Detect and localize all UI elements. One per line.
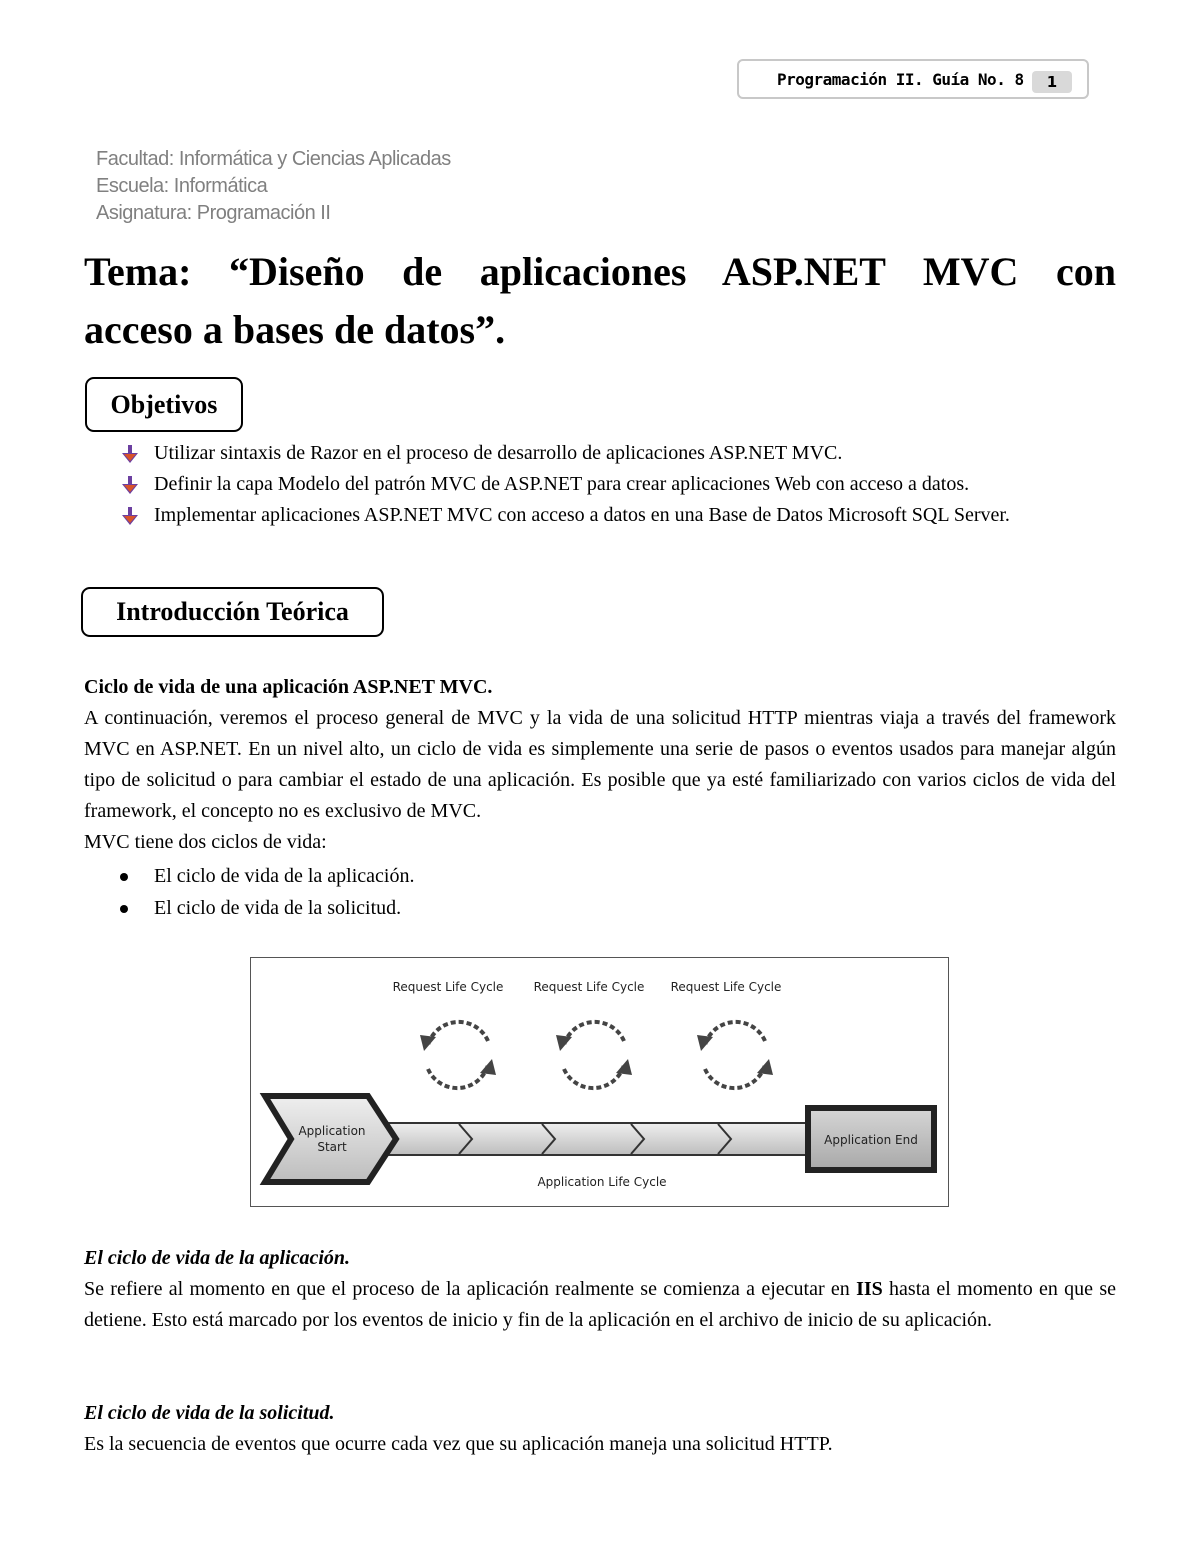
app-cycle-paragraph	[84, 1274, 1116, 1336]
application-lifecycle-label: Application Life Cycle	[537, 1175, 667, 1189]
title-line-1: Tema: “Diseño de aplicaciones ASP.NET MVC con	[84, 249, 1116, 294]
document-meta	[96, 146, 451, 227]
request-label: Request Life Cycle	[670, 980, 782, 994]
app-cycle-text-before: Se refiere al momento en que el proceso de la aplicación realmente se comienza a ejecutar en	[84, 1278, 857, 1300]
application-start-chevron	[265, 1096, 396, 1182]
app-cycle-section	[84, 1243, 1116, 1336]
bullet-dot	[120, 905, 128, 913]
application-start-line1: Application	[298, 1124, 366, 1138]
application-end-label: Application End	[824, 1133, 918, 1147]
objetivo-text: Implementar aplicaciones ASP.NET MVC con acceso a datos en una Base de Datos Microsoft SQL Server.	[154, 504, 1010, 526]
bullet-item	[84, 892, 1116, 924]
faculty-line: Facultad: Informática y Ciencias Aplicadas	[96, 148, 451, 170]
intro-lead: MVC tiene dos ciclos de vida:	[84, 831, 327, 853]
intro-heading: Introducción Teórica	[81, 587, 384, 637]
intro-section	[84, 672, 1116, 924]
request-label: Request Life Cycle	[392, 980, 504, 994]
arrow-down-icon	[120, 475, 140, 495]
objetivos-heading: Objetivos	[85, 377, 243, 432]
app-cycle-text-after: hasta el momento en que se detiene. Esto está marcado por los eventos de inicio y fin de la aplicación en el archivo de inicio de su aplicación.	[84, 1278, 1116, 1331]
lifecycle-bullets	[84, 860, 1116, 924]
page-header	[737, 59, 1089, 99]
bullet-dot	[120, 873, 128, 881]
bullet-item	[84, 860, 1116, 892]
application-start-line2: Start	[317, 1140, 347, 1154]
bullet-text: El ciclo de vida de la solicitud.	[154, 897, 402, 919]
refresh-cycle-icon	[697, 1022, 773, 1088]
school-line: Escuela: Informática	[96, 175, 268, 197]
objetivo-item	[118, 469, 1116, 500]
arrow-down-icon	[120, 444, 140, 464]
page-number: 1	[1032, 71, 1072, 93]
req-cycle-section	[84, 1398, 1116, 1460]
refresh-cycle-icon	[556, 1022, 632, 1088]
objetivo-item	[118, 438, 1116, 469]
app-cycle-heading: El ciclo de vida de la aplicación.	[84, 1247, 351, 1269]
title-line-2: acceso a bases de datos”.	[84, 307, 506, 352]
iis-term: IIS	[856, 1278, 883, 1300]
lifecycle-diagram	[250, 957, 949, 1207]
req-cycle-heading: El ciclo de vida de la solicitud.	[84, 1402, 335, 1424]
arrow-down-icon	[120, 506, 140, 526]
lifecycle-bar	[386, 1123, 808, 1155]
req-cycle-paragraph: Es la secuencia de eventos que ocurre cada vez que su aplicación maneja una solicitud HTTP.	[84, 1433, 833, 1455]
ciclo-subheading: Ciclo de vida de una aplicación ASP.NET MVC.	[84, 676, 493, 698]
intro-paragraph: A continuación, veremos el proceso general de MVC y la vida de una solicitud HTTP mientras viaja a través del framework MVC en ASP.NET. En un nivel alto, un ciclo de vida es simplemente una serie de pasos o eventos usados para manejar algún tipo de solicitud o para cambiar el estado de una aplicación. Es posible que ya esté familiarizado con varios ciclos de vida del framework, el concepto no es exclusivo de MVC.	[84, 707, 1116, 822]
request-label: Request Life Cycle	[533, 980, 645, 994]
refresh-cycle-icon	[420, 1022, 496, 1088]
objetivo-text: Utilizar sintaxis de Razor en el proceso de desarrollo de aplicaciones ASP.NET MVC.	[154, 442, 843, 464]
header-title: Programación II. Guía No. 8	[777, 70, 1024, 89]
objetivos-list	[118, 438, 1116, 531]
subject-line: Asignatura: Programación II	[96, 202, 331, 224]
bullet-text: El ciclo de vida de la aplicación.	[154, 865, 415, 887]
document-title	[84, 243, 1116, 359]
objetivo-item	[118, 500, 1116, 531]
objetivo-text: Definir la capa Modelo del patrón MVC de ASP.NET para crear aplicaciones Web con acceso a datos.	[154, 473, 970, 495]
